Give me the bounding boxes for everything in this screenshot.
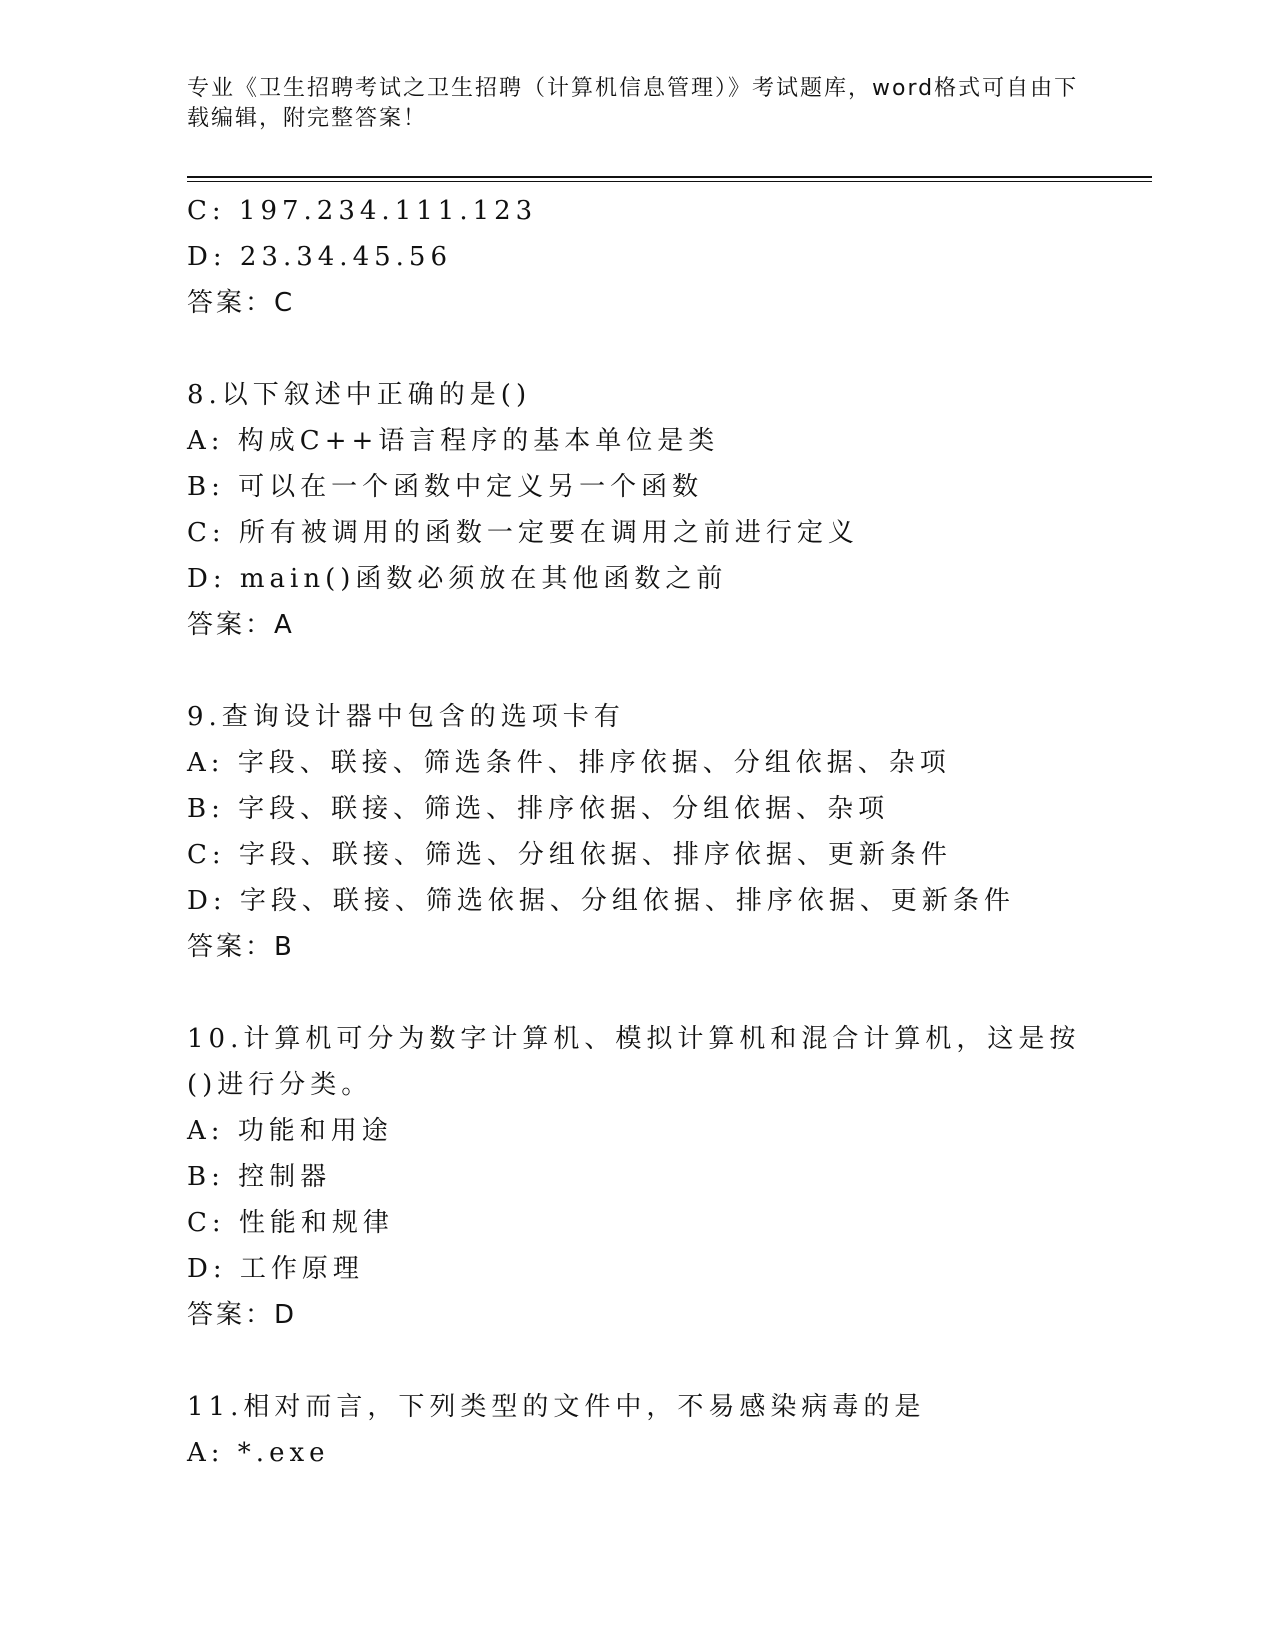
option-a: A: 功能和用途: [187, 1116, 393, 1146]
question-list: [187, 188, 1087, 1476]
option-b: B: 字段、联接、筛选、排序依据、分组依据、杂项: [187, 794, 890, 824]
answer: 答案：C: [187, 288, 296, 318]
question-block-11: [187, 1384, 1087, 1476]
header-rule-thick: [187, 176, 1152, 178]
answer: 答案：B: [187, 932, 295, 962]
question-text: 8.以下叙述中正确的是(): [187, 380, 532, 410]
answer: 答案：D: [187, 1300, 298, 1330]
question-text: 10.计算机可分为数字计算机、模拟计算机和混合计算机，这是按()进行分类。: [187, 1024, 1081, 1100]
option-c: C: 字段、联接、筛选、分组依据、排序依据、更新条件: [187, 840, 952, 870]
answer: 答案：A: [187, 610, 295, 640]
option-c: C: 所有被调用的函数一定要在调用之前进行定义: [187, 518, 859, 548]
option-a: A: 构成C++语言程序的基本单位是类: [187, 426, 720, 456]
question-block-10: [187, 1016, 1087, 1338]
option-c: C: 性能和规律: [187, 1208, 394, 1238]
header-rule-thin: [187, 181, 1152, 182]
option-d: D: 字段、联接、筛选依据、分组依据、排序依据、更新条件: [187, 886, 1015, 916]
question-block-9: [187, 694, 1087, 970]
question-block-7: [187, 188, 1087, 326]
option-d: D: 工作原理: [187, 1254, 364, 1284]
option-c: C: 197.234.111.123: [187, 196, 538, 226]
spacer: [187, 326, 1087, 372]
spacer: [187, 648, 1087, 694]
question-block-8: [187, 372, 1087, 648]
question-text: 11.相对而言，下列类型的文件中，不易感染病毒的是: [187, 1392, 926, 1422]
option-b: B: 控制器: [187, 1162, 332, 1192]
spacer: [187, 970, 1087, 1016]
question-text: 9.查询设计器中包含的选项卡有: [187, 702, 625, 732]
document-header: 专业《卫生招聘考试之卫生招聘（计算机信息管理）》考试题库，word格式可自由下载编辑，附完整答案！: [187, 76, 1079, 131]
spacer: [187, 1338, 1087, 1384]
option-b: B: 可以在一个函数中定义另一个函数: [187, 472, 704, 502]
option-d: D: 23.34.45.56: [187, 242, 452, 272]
option-d: D: main()函数必须放在其他函数之前: [187, 564, 728, 594]
option-a: A: *.exe: [187, 1438, 330, 1468]
option-a: A: 字段、联接、筛选条件、排序依据、分组依据、杂项: [187, 748, 951, 778]
